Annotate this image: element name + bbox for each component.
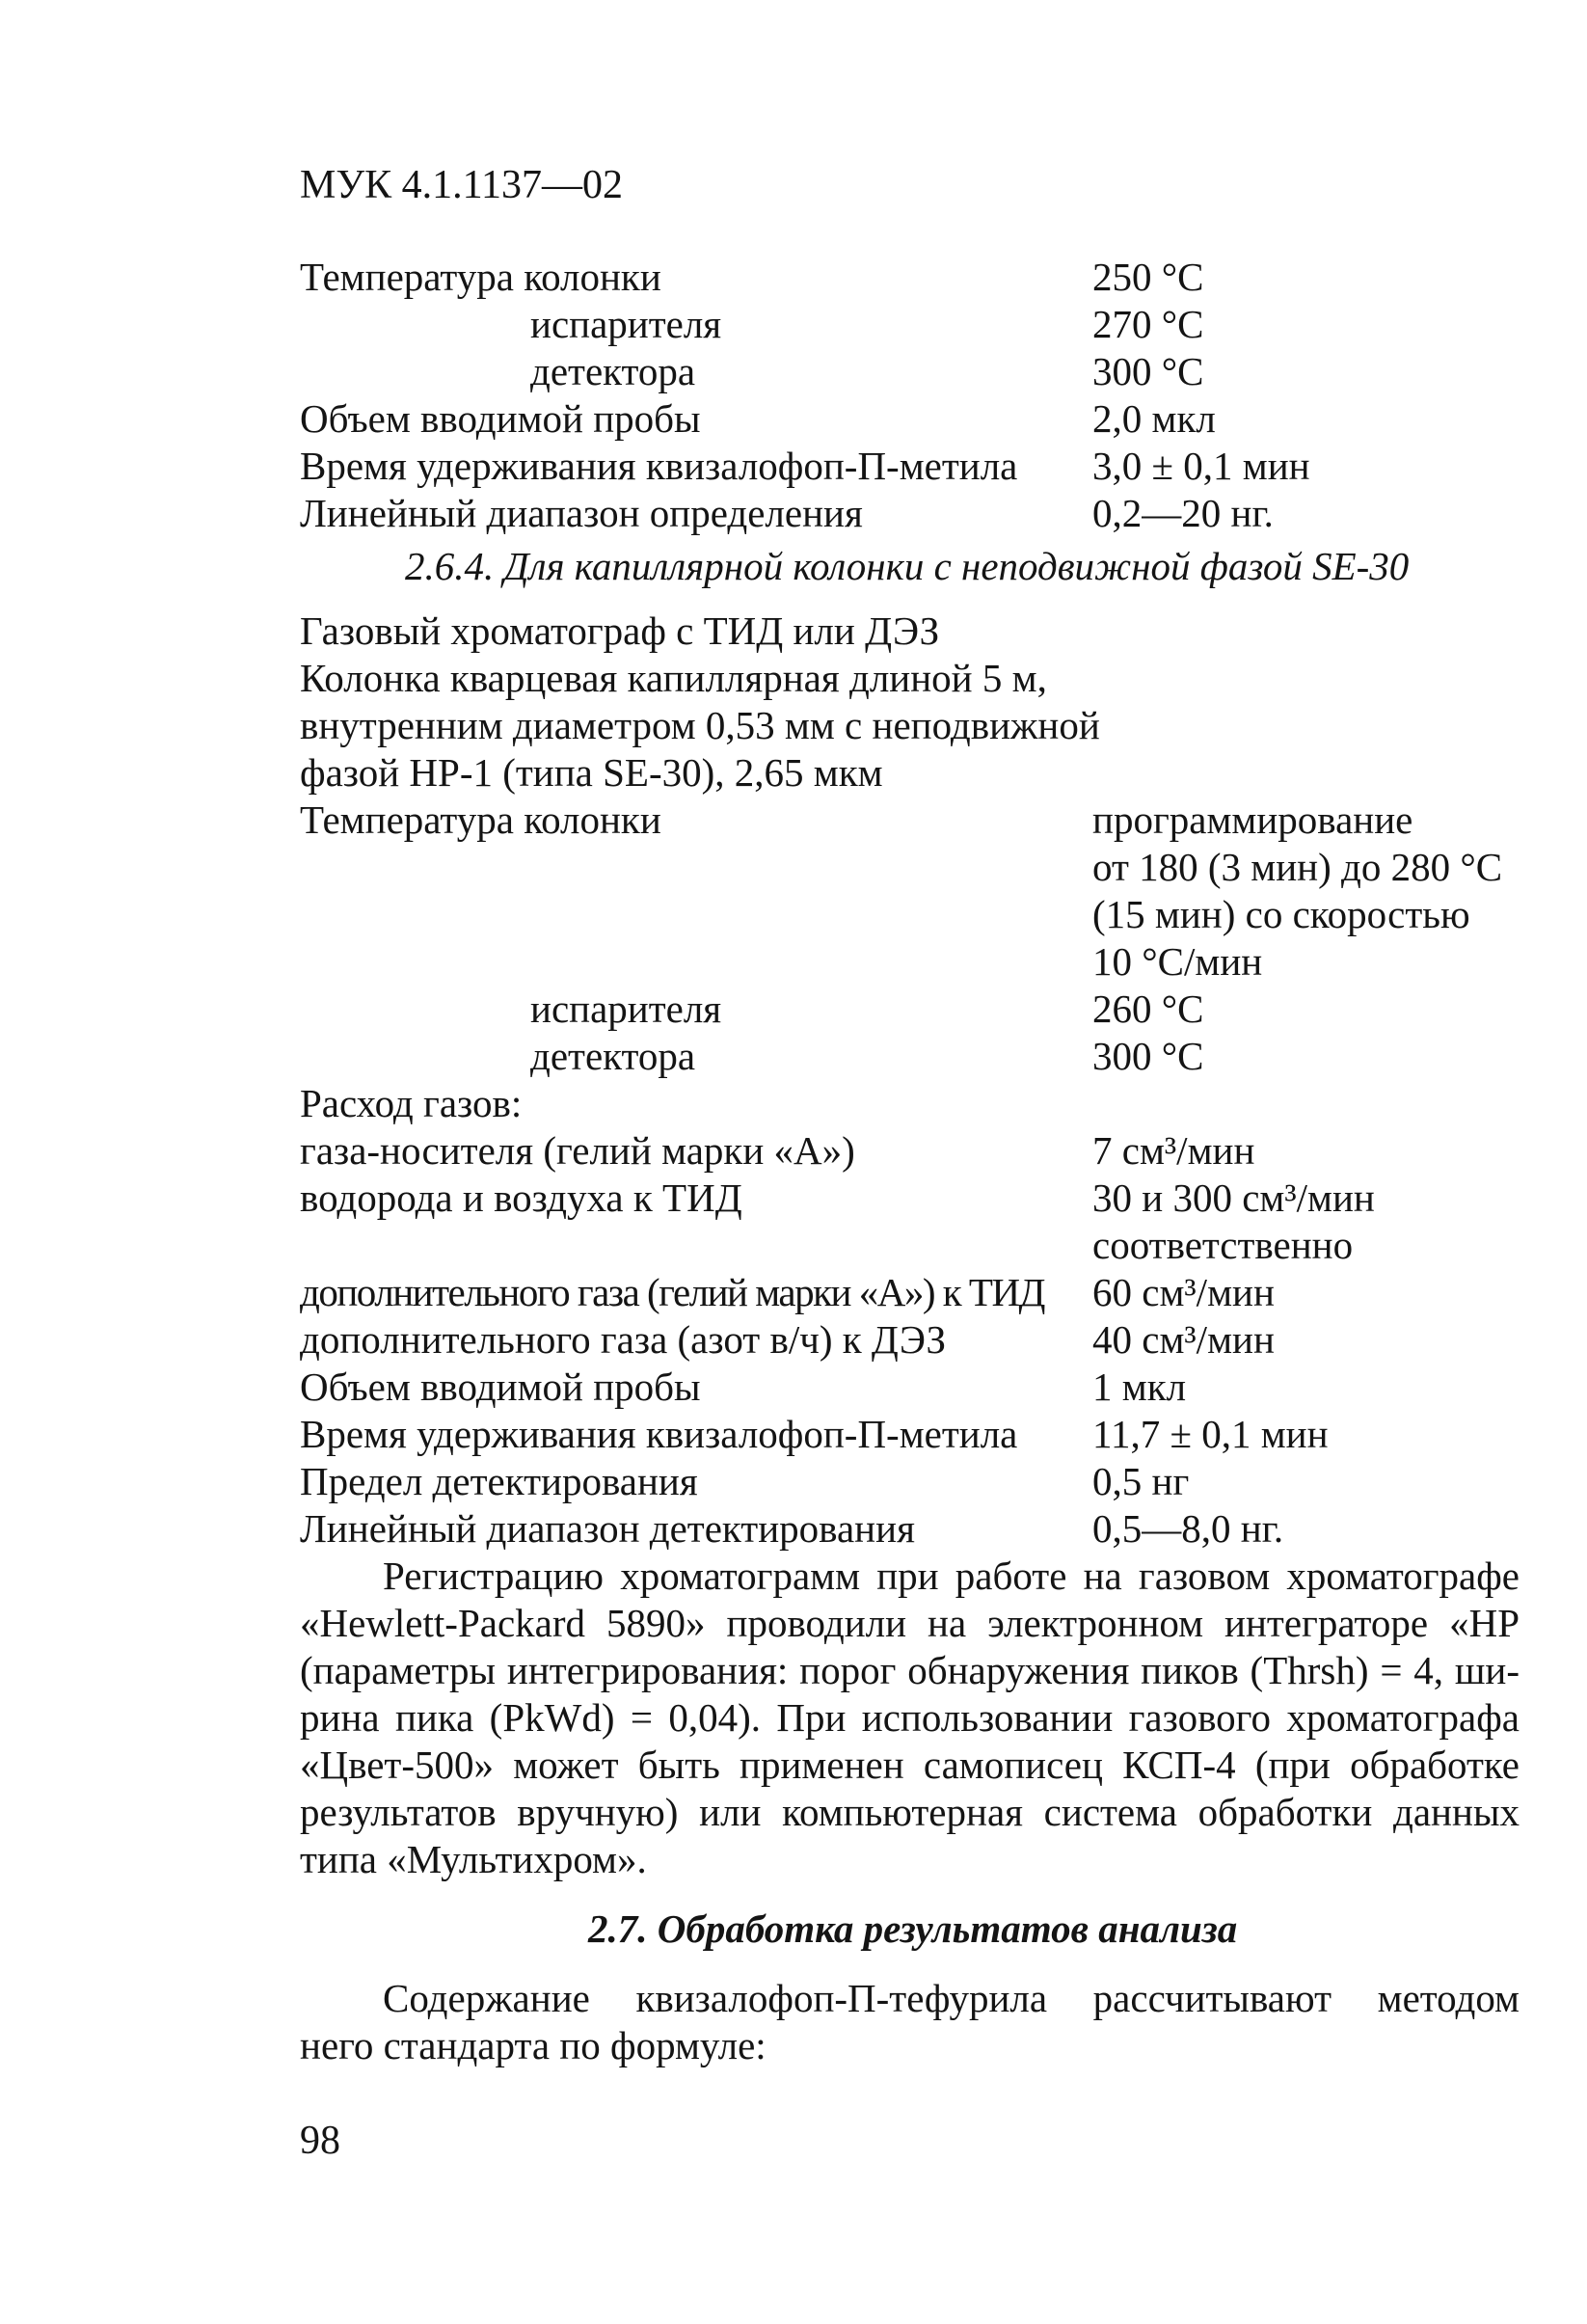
- value-temp-program: (15 мин) со скоростью: [1092, 892, 1470, 936]
- label-hydrogen-air: водорода и воздуха к ТИД: [300, 1176, 742, 1220]
- label-column-temp: Температура колонки: [300, 255, 661, 299]
- value-hydrogen-air: 30 и 300 см³/мин: [1092, 1176, 1375, 1220]
- label-detector-temp: детектора: [530, 349, 696, 393]
- value-sample-volume-2: 1 мкл: [1092, 1365, 1187, 1409]
- paragraph-line: Содержание квизалофоп-П-тефурила рассчитывают методом: [383, 1976, 1520, 2020]
- paragraph-line: «Цвет-500» может быть применен самописец КСП-4 (при обработке: [300, 1743, 1520, 1787]
- paragraph-line: типа «Мультихром».: [300, 1837, 647, 1881]
- value-detector-temp-2: 300 °С: [1092, 1034, 1204, 1078]
- value-temp-program: программирование: [1092, 797, 1413, 842]
- value-hydrogen-air-note: соответственно: [1092, 1223, 1354, 1267]
- registration-paragraph: [300, 1553, 1520, 1883]
- label-column-temp-2: Температура колонки: [300, 797, 661, 842]
- intro-line: Колонка кварцевая капиллярная длиной 5 м,: [300, 656, 1047, 700]
- running-header: МУК 4.1.1137—02: [300, 163, 624, 207]
- label-evaporator-temp: испарителя: [530, 302, 722, 346]
- value-temp-program: 10 °С/мин: [1092, 939, 1263, 984]
- section-heading-2-7: 2.7. Обработка результатов анализа: [588, 1906, 1238, 1951]
- value-temp-program: от 180 (3 мин) до 280 °С: [1092, 845, 1503, 889]
- paragraph-line: (параметры интегрирования: порог обнаружения пиков (Thrsh) = 4, ши-: [300, 1648, 1520, 1692]
- paragraph-line: результатов вручную) или компьютерная система обработки данных: [300, 1790, 1520, 1834]
- label-retention-time-2: Время удерживания квизалофоп-П-метила: [300, 1412, 1018, 1456]
- value-evaporator-temp: 270 °С: [1092, 302, 1204, 346]
- label-detector-temp-2: детектора: [530, 1034, 696, 1078]
- label-sample-volume-2: Объем вводимой пробы: [300, 1365, 701, 1409]
- value-linear-range: 0,2—20 нг.: [1092, 491, 1274, 535]
- value-evaporator-temp-2: 260 °С: [1092, 986, 1204, 1031]
- label-makeup-gas-nitrogen: дополнительного газа (азот в/ч) к ДЭЗ: [300, 1317, 946, 1362]
- value-detection-limit: 0,5 нг: [1092, 1459, 1190, 1503]
- label-makeup-gas-helium: дополнительного газа (гелий марки «А») к ТИД: [300, 1270, 1045, 1314]
- label-carrier-gas: газа-носителя (гелий марки «А»): [300, 1128, 855, 1173]
- gas-flow-heading: Расход газов:: [300, 1081, 523, 1125]
- calculation-paragraph: [300, 1975, 1520, 2069]
- value-carrier-gas: 7 см³/мин: [1092, 1128, 1255, 1173]
- value-retention-time-2: 11,7 ± 0,1 мин: [1092, 1412, 1329, 1456]
- value-sample-volume: 2,0 мкл: [1092, 396, 1216, 441]
- label-sample-volume: Объем вводимой пробы: [300, 396, 701, 441]
- intro-line: внутренним диаметром 0,53 мм с неподвижной: [300, 703, 1100, 747]
- page-number: 98: [300, 2119, 340, 2163]
- intro-line: Газовый хроматограф с ТИД или ДЭЗ: [300, 608, 940, 653]
- value-detection-range: 0,5—8,0 нг.: [1092, 1506, 1284, 1551]
- label-detection-limit: Предел детектирования: [300, 1459, 698, 1503]
- paragraph-line: рина пика (PkWd) = 0,04). При использовании газового хроматографа: [300, 1695, 1520, 1740]
- label-evaporator-temp-2: испарителя: [530, 986, 722, 1031]
- value-column-temp: 250 °С: [1092, 255, 1204, 299]
- section-heading-2-6-4: 2.6.4. Для капиллярной колонки с неподвижной фазой SE-30: [405, 544, 1410, 588]
- paragraph-line: Регистрацию хроматограмм при работе на газовом хроматографе: [383, 1554, 1520, 1598]
- paragraph-line: него стандарта по формуле:: [300, 2023, 767, 2067]
- value-detector-temp: 300 °С: [1092, 349, 1204, 393]
- label-retention-time: Время удерживания квизалофоп-П-метила: [300, 444, 1018, 488]
- value-makeup-gas-nitrogen: 40 см³/мин: [1092, 1317, 1275, 1362]
- label-linear-range: Линейный диапазон определения: [300, 491, 863, 535]
- paragraph-line: «Hewlett-Packard 5890» проводили на электронном интеграторе «HP: [300, 1601, 1520, 1645]
- value-retention-time: 3,0 ± 0,1 мин: [1092, 444, 1310, 488]
- label-detection-range: Линейный диапазон детектирования: [300, 1506, 915, 1551]
- intro-line: фазой HP-1 (типа SE-30), 2,65 мкм: [300, 750, 883, 795]
- value-makeup-gas-helium: 60 см³/мин: [1092, 1270, 1275, 1314]
